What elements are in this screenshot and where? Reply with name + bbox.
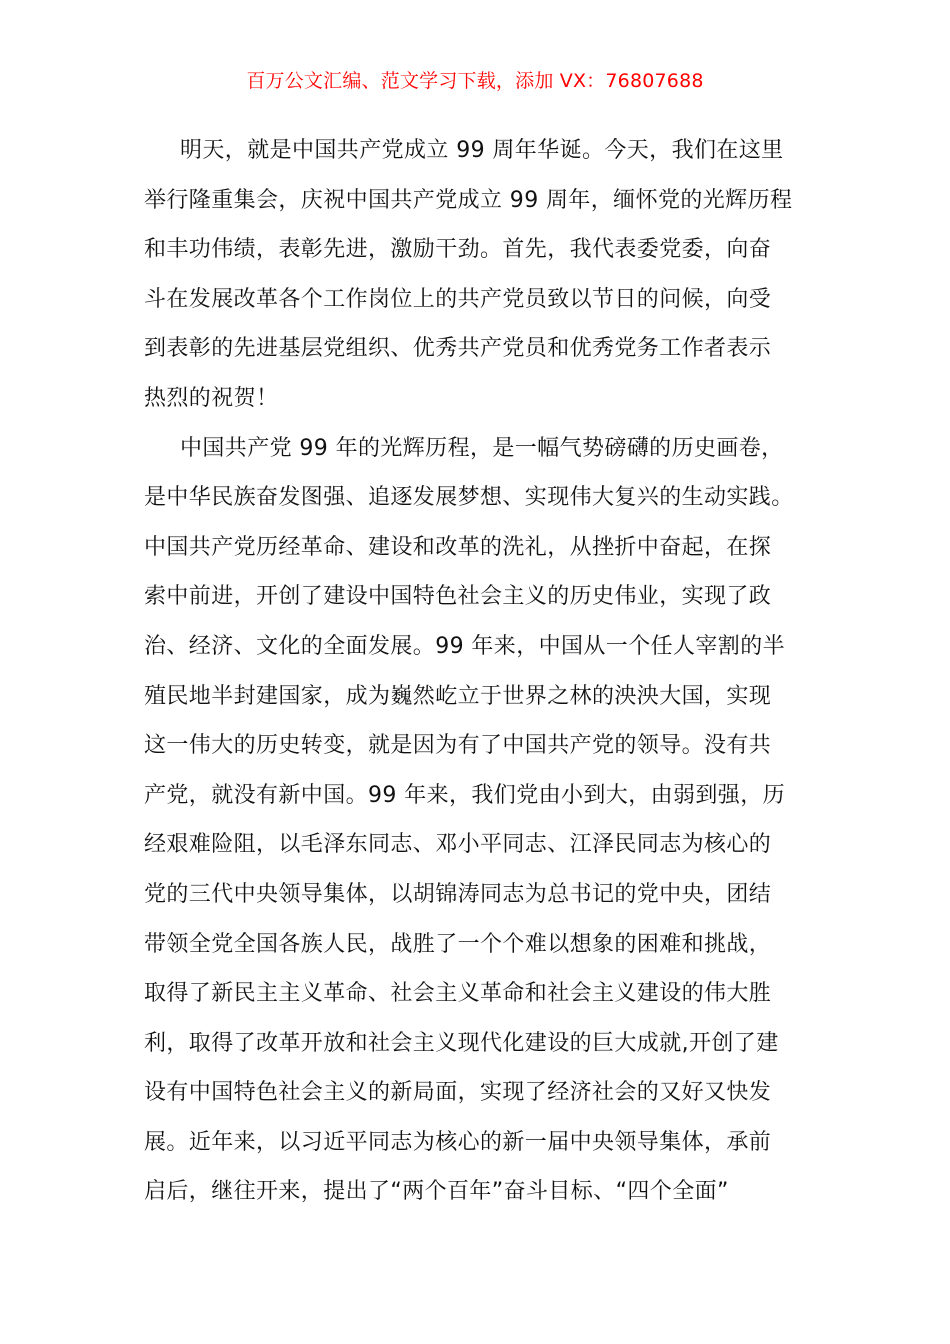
paragraph-1-line-4: 斗在发展改革各个工作岗位上的共产党员致以节日的问候，向受 (144, 286, 772, 312)
paragraph-2-line-2: 是中华民族奋发图强、追逐发展梦想、实现伟大复兴的生动实践。 (144, 485, 794, 511)
paragraph-2-line-1: 中国共产党 99 年的光辉历程，是一幅气势磅礴的历史画卷， (180, 435, 784, 461)
paragraph-2-line-12: 取得了新民主主义革命、社会主义革命和社会主义建设的伟大胜 (144, 981, 772, 1007)
paragraph-2-line-13: 利，取得了改革开放和社会主义现代化建设的巨大成就,开创了建 (144, 1030, 779, 1056)
paragraph-2-line-16: 启后，继往开来，提出了“两个百年”奋斗目标、“四个全面” (144, 1179, 729, 1205)
paragraph-2-line-9: 经艰难险阻，以毛泽东同志、邓小平同志、江泽民同志为核心的 (144, 832, 772, 858)
paragraph-2-line-6: 殖民地半封建国家，成为巍然屹立于世界之林的泱泱大国，实现 (144, 683, 772, 709)
paragraph-2-line-5: 治、经济、文化的全面发展。99 年来，中国从一个任人宰割的半 (144, 633, 785, 659)
paragraph-1-line-2: 举行隆重集会，庆祝中国共产党成立 99 周年，缅怀党的光辉历程 (144, 187, 793, 213)
paragraph-1-line-3: 和丰功伟绩，表彰先进，激励干劲。首先，我代表委党委，向奋 (144, 237, 772, 263)
paragraph-2-line-4: 索中前进，开创了建设中国特色社会主义的历史伟业，实现了政 (144, 584, 772, 610)
header-watermark-note: 百万公文汇编、范文学习下载，添加 VX：76807688 (246, 70, 704, 92)
paragraph-1-line-5: 到表彰的先进基层党组织、优秀共产党员和优秀党务工作者表示 (144, 336, 772, 362)
paragraph-2-line-7: 这一伟大的历史转变，就是因为有了中国共产党的领导。没有共 (144, 733, 772, 759)
paragraph-2-line-14: 设有中国特色社会主义的新局面，实现了经济社会的又好又快发 (144, 1080, 772, 1106)
paragraph-2-line-10: 党的三代中央领导集体，以胡锦涛同志为总书记的党中央，团结 (144, 881, 772, 907)
paragraph-2-line-8: 产党，就没有新中国。99 年来，我们党由小到大，由弱到强，历 (144, 782, 785, 808)
paragraph-2-line-15: 展。近年来，以习近平同志为核心的新一届中央领导集体，承前 (144, 1129, 772, 1155)
paragraph-1-line-6: 热烈的祝贺！ (144, 385, 279, 411)
paragraph-1-line-1: 明天，就是中国共产党成立 99 周年华诞。今天，我们在这里 (180, 138, 784, 163)
paragraph-2-line-3: 中国共产党历经革命、建设和改革的洗礼，从挫折中奋起，在探 (144, 534, 772, 560)
document-body (144, 126, 816, 1217)
paragraph-2-line-11: 带领全党全国各族人民，战胜了一个个难以想象的困难和挑战， (144, 931, 772, 957)
